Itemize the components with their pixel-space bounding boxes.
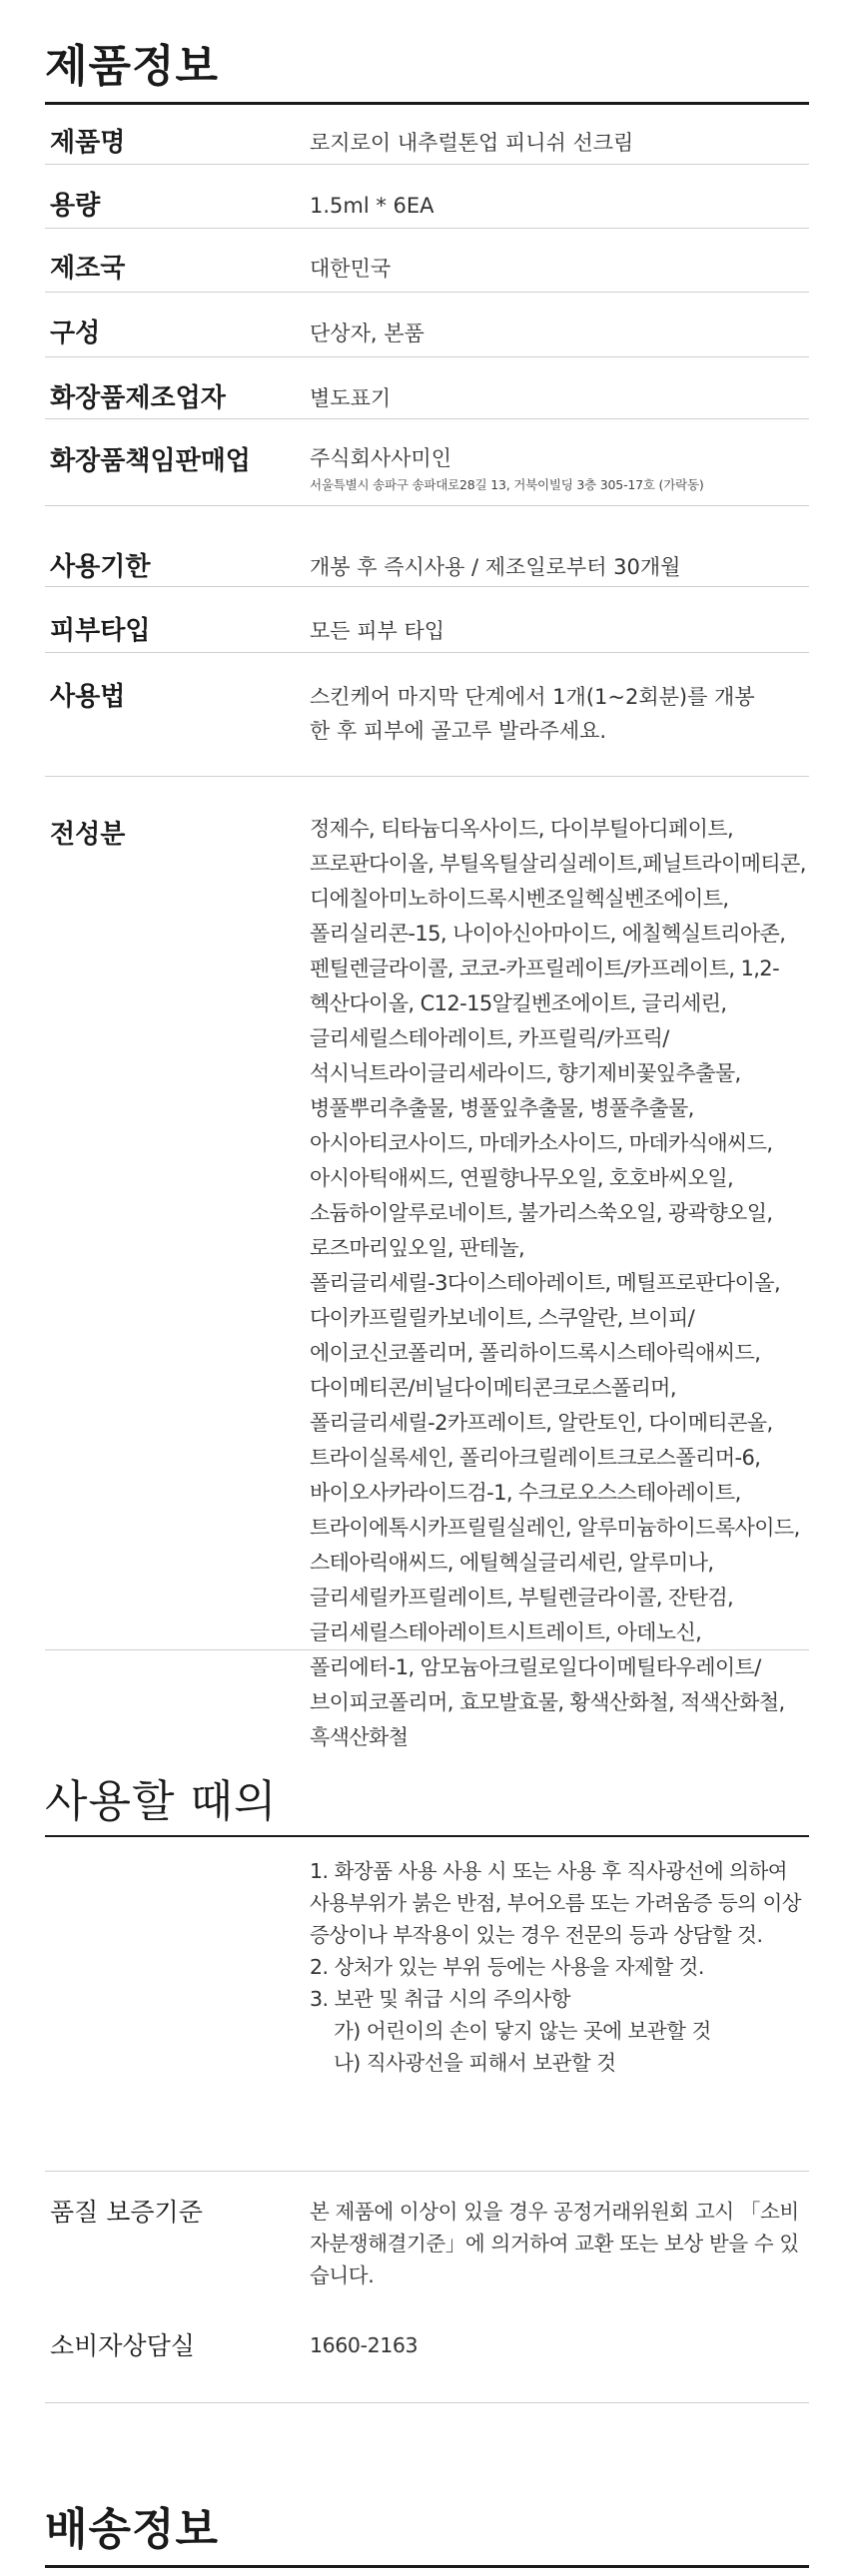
info-value xyxy=(310,444,809,494)
info-label: 제품명 xyxy=(50,128,126,158)
info-label: 피부타입 xyxy=(50,616,151,646)
caution-subitem: 가) 어린이의 손이 닿지 않는 곳에 보관할 것 xyxy=(334,2019,711,2043)
consumer-label: 소비자상담실 xyxy=(50,2331,195,2360)
info-label: 구성 xyxy=(50,319,101,348)
info-value: 로지로이 내추럴톤업 피니쉬 선크림 xyxy=(310,131,634,155)
info-value: 대한민국 xyxy=(310,257,392,281)
info-row-country xyxy=(45,248,809,293)
distributor-address: 서울특별시 송파구 송파대로28길 13, 거북이빌딩 3층 305-17호 (가락동) xyxy=(310,477,704,492)
usage-title: 사용할 때의 xyxy=(45,1776,278,1827)
ingredients-label: 전성분 xyxy=(50,820,126,850)
quality-value: 본 제품에 이상이 있을 경우 공정거래위원회 고시 「소비자분쟁해결기준」에 의거하여 교환 또는 보상 받을 수 있습니다. xyxy=(310,2200,799,2287)
info-value: 개봉 후 즉시사용 / 제조일로부터 30개월 xyxy=(310,555,681,579)
divider xyxy=(45,1649,809,1650)
consumer-row xyxy=(45,2326,809,2366)
caution-subitem: 나) 직사광선을 피해서 보관할 것 xyxy=(334,2051,616,2075)
info-value: 모든 피부 타입 xyxy=(310,619,445,643)
info-label: 사용기한 xyxy=(50,552,151,582)
caution-list xyxy=(310,1855,809,2079)
consumer-value: 1660-2163 xyxy=(310,2333,419,2357)
quality-row xyxy=(45,2193,809,2292)
distributor-name: 주식회사사미인 xyxy=(310,446,452,470)
info-value: 별도표기 xyxy=(310,386,392,410)
info-value: 1.5ml * 6EA xyxy=(310,194,434,218)
info-row-composition xyxy=(45,313,809,357)
ingredients-text: 정제수, 티타늄디옥사이드, 다이부틸아디페이트, 프로판다이올, 부틸옥틸살리실레이트,페닐트라이메티콘, 디에칠아미노하이드록시벤조일헥실벤조에이트, 폴리실리콘-15, 나이아신아마이드, 에칠헥실트리아존, 펜틸렌글라이콜, 코코-카프릴레이트/카프레이트, 1,2-헥산다이올, C12-15알킬벤조에이트, 글리세린, 글리세릴스테아레이트, 카프릴릭/카프릭/석시닉트라이글리세라이드, 향기제비꽃잎추출물, 병풀뿌리추출물, 병풀잎추출물, 병풀추출물, 아시아티코사이드, 마데카소사이드, 마데카식애씨드, 아시아틱애씨드, 연필향나무오일, 호호바씨오일, 소듐하이알루로네이트, 불가리스쑥오일, 광곽향오일, 로즈마리잎오일, 판테놀, 폴리글리세릴-3다이스테아레이트, 메틸프로판다이올, 다이카프릴릴카보네이트, 스쿠알란, 브이피/에이코신코폴리머, 폴리하이드록시스테아릭애씨드, 다이메티콘/비닐다이메티콘크로스폴리머, 폴리글리세릴-2카프레이트, 알란토인, 다이메티콘올, 트라이실록세인, 폴리아크릴레이트크로스폴리머-6, 바이오사카라이드검-1, 수크로오스스테아레이트, 트라이에톡시카프릴릴실레인, 알루미늄하이드록사이드, 스테아릭애씨드, 에틸헥실글리세린, 알루미나, 글리세릴카프릴레이트, 부틸렌글라이콜, 잔탄검, 글리세릴스테아레이트시트레이트, 아데노신, 폴리에터-1, 암모늄아크릴로일다이메틸타우레이트/브이피코폴리머, 효모발효물, 황색산화철, 적색산화철, 흑색산화철 xyxy=(310,817,806,1749)
info-label: 용량 xyxy=(50,191,101,221)
product-info-title: 제품정보 xyxy=(45,41,220,92)
info-row-distributor xyxy=(45,440,809,506)
info-row-manufacturer xyxy=(45,377,809,419)
info-row-expiry xyxy=(45,546,809,587)
divider xyxy=(45,2402,809,2403)
info-label: 제조국 xyxy=(50,254,126,284)
info-label: 화장품책임판매업 xyxy=(50,446,251,476)
info-value: 단상자, 본품 xyxy=(310,322,425,345)
shipping-title-rule xyxy=(45,2565,809,2568)
product-info-title-rule xyxy=(45,102,809,105)
info-label: 화장품제조업자 xyxy=(50,383,226,413)
shipping-title: 배송정보 xyxy=(45,2504,220,2555)
info-value: 스킨케어 마지막 단계에서 1개(1~2회분)를 개봉한 후 피부에 골고루 발라주세요. xyxy=(310,685,755,743)
info-row-volume xyxy=(45,185,809,229)
caution-item: 1. 화장품 사용 사용 시 또는 사용 후 직사광선에 의하여 사용부위가 붉은 반점, 부어오름 또는 가려움증 등의 이상 증상이나 부작용이 있는 경우 전문의 등과 상담할 것. xyxy=(310,1859,802,1947)
info-row-usage xyxy=(45,676,809,776)
usage-title-rule xyxy=(45,1835,809,1837)
caution-item: 3. 보관 및 취급 시의 주의사항 xyxy=(310,1987,570,2011)
caution-item: 2. 상처가 있는 부위 등에는 사용을 자제할 것. xyxy=(310,1955,704,1979)
info-label: 사용법 xyxy=(50,682,126,712)
divider xyxy=(45,2171,809,2172)
info-row-skin-type xyxy=(45,610,809,653)
divider xyxy=(45,776,809,777)
info-row-product-name xyxy=(45,122,809,165)
quality-label: 품질 보증기준 xyxy=(50,2198,203,2227)
